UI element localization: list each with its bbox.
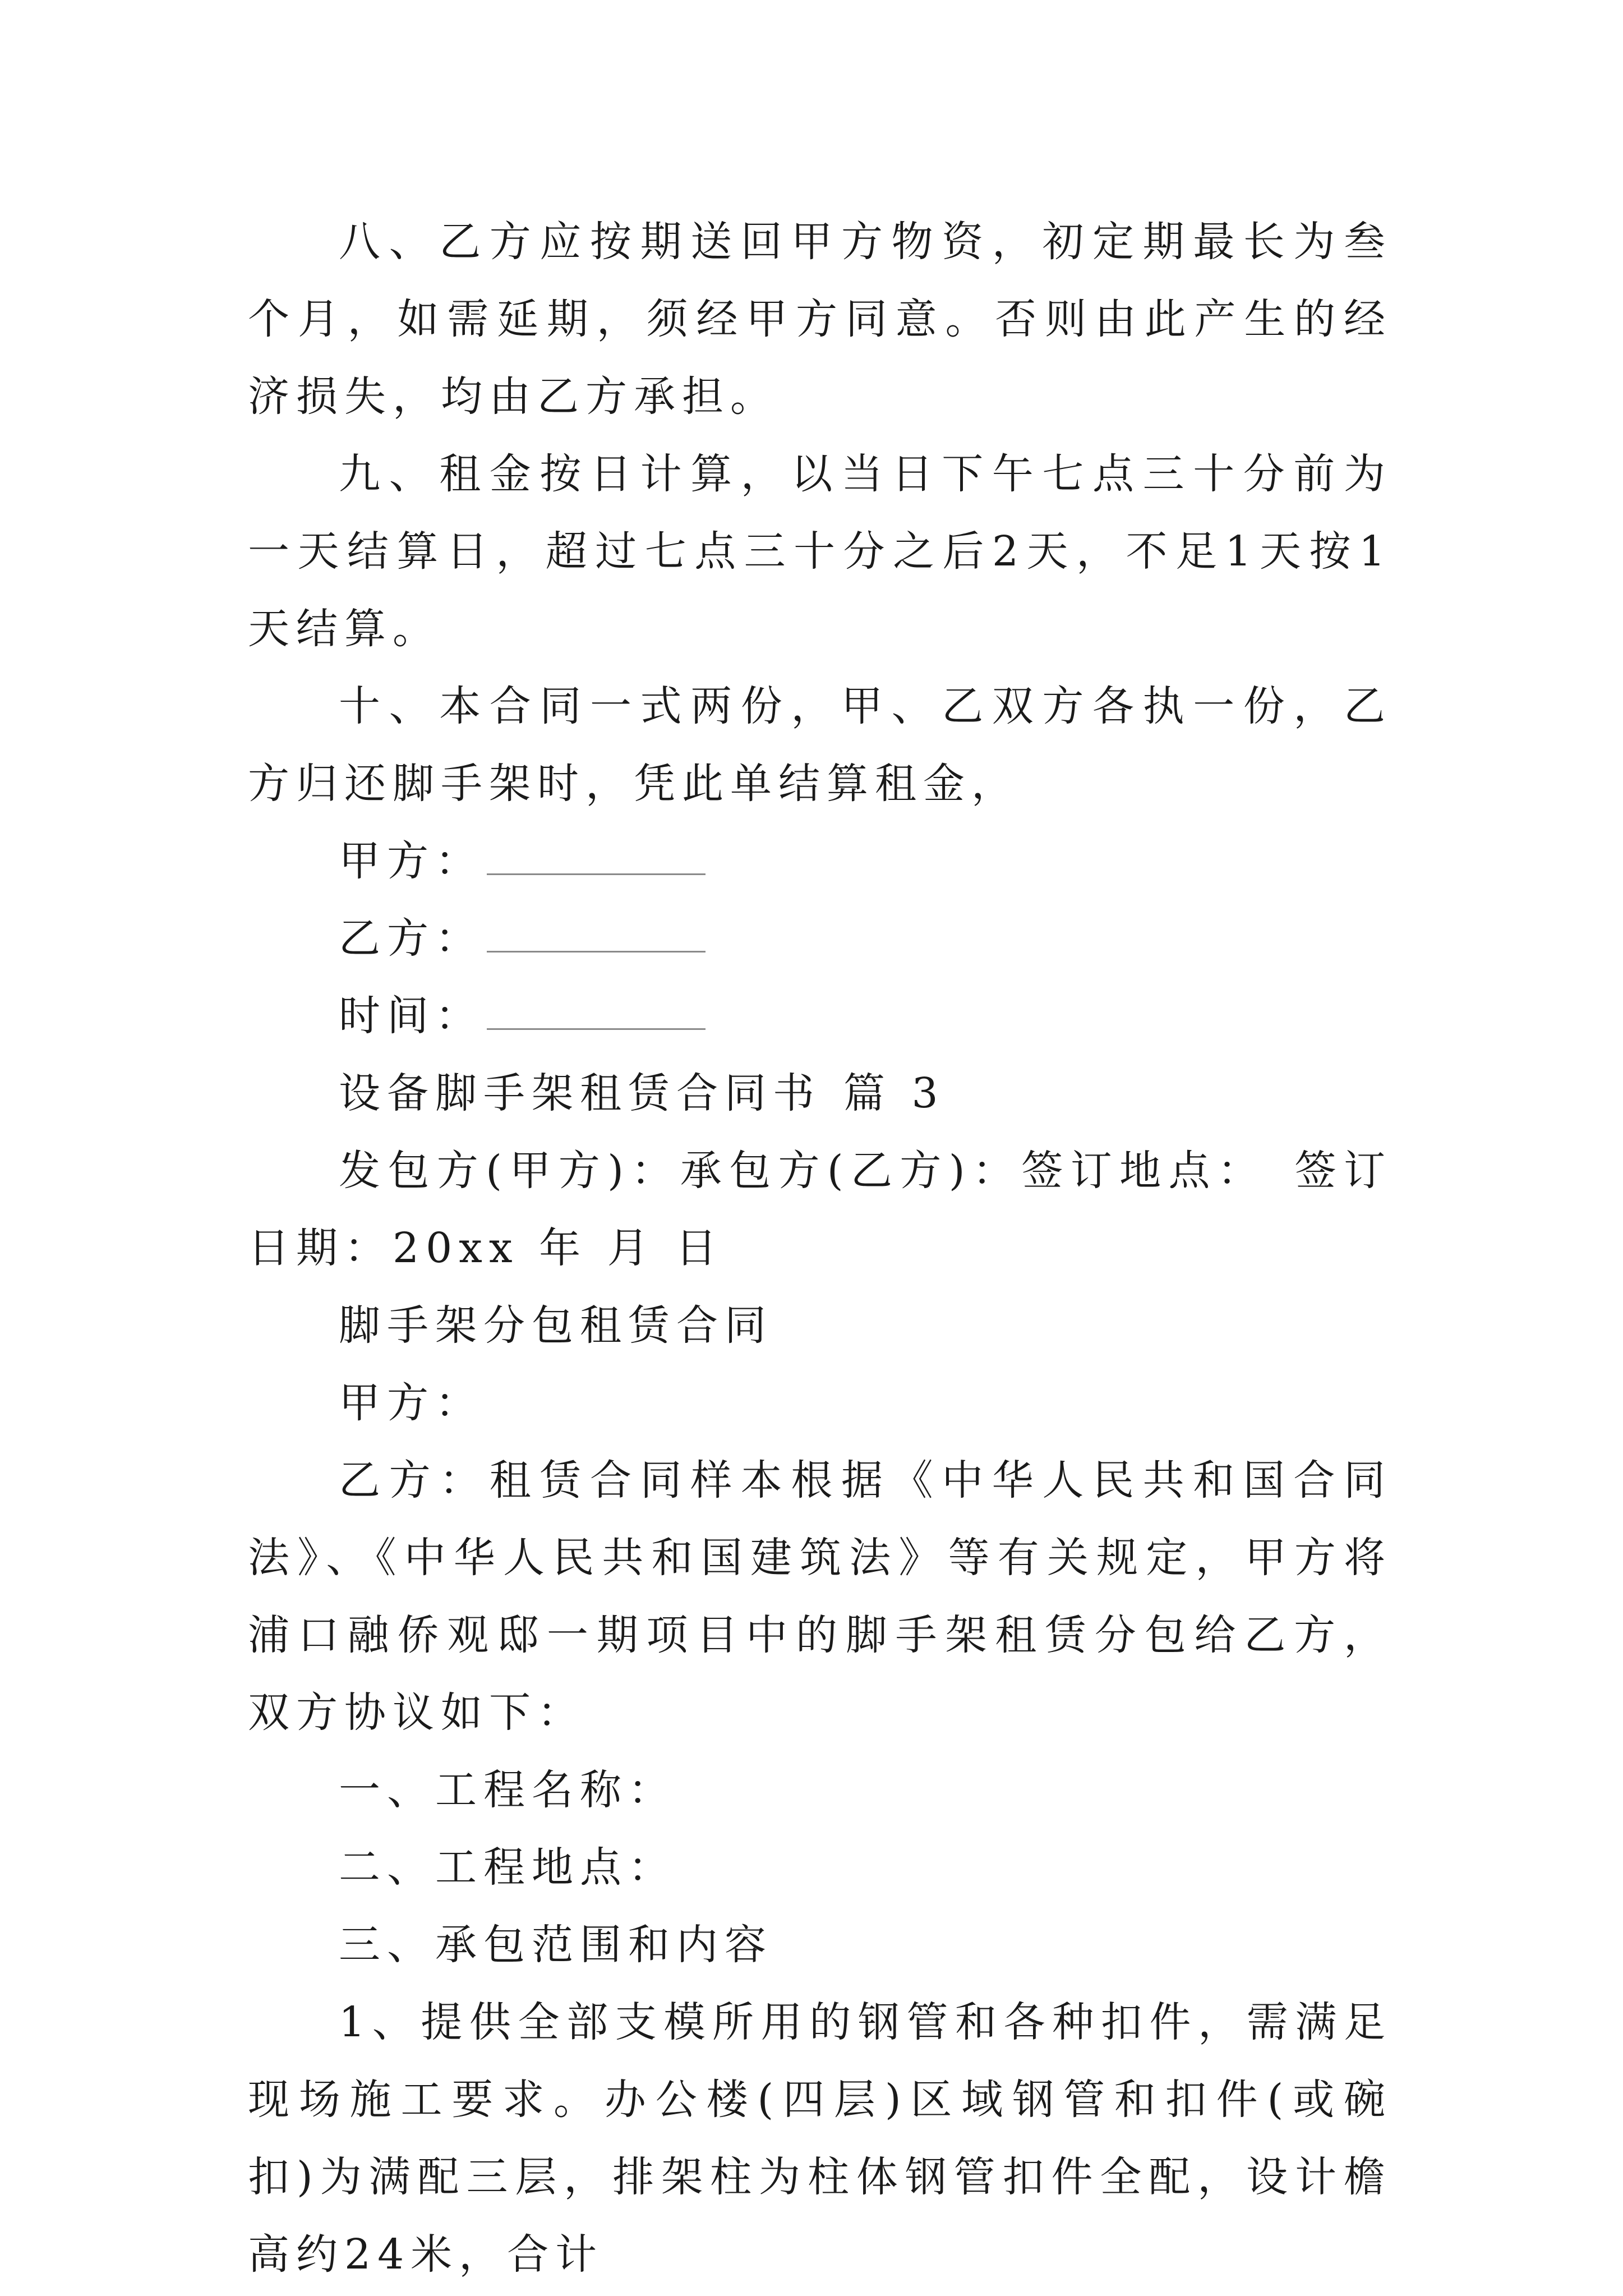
clause-8: 八、乙方应按期送回甲方物资，初定期最长为叁个月，如需延期，须经甲方同意。否则由此产生的经济损失，均由乙方承担。	[248, 218, 1392, 421]
signature-party-a	[248, 822, 1392, 900]
item-project-name: 一、工程名称：	[339, 1766, 676, 1814]
signature-party-a-blank	[487, 840, 706, 875]
document-body	[248, 203, 1392, 2293]
signature-time-label: 时间：	[339, 992, 483, 1040]
party-b-intro: 乙方：租赁合同样本根据《中华人民共和国合同法》、《中华人民共和国建筑法》等有关规定，甲方将浦口融侨观邸一期项目中的脚手架租赁分包给乙方，双方协议如下：	[248, 1456, 1392, 1737]
signature-party-a-label: 甲方：	[339, 837, 483, 885]
section-title	[248, 1055, 1392, 1132]
contract-name: 脚手架分包租赁合同	[339, 1301, 773, 1350]
clause-1: 1、提供全部支模所用的钢管和各种扣件，需满足现场施工要求。办公楼(四层)区域钢管和扣件(或碗扣)为满配三层，排架柱为柱体钢管扣件全配，设计檐高约24米，合计	[248, 1998, 1392, 2279]
signature-time	[248, 977, 1392, 1055]
clause-10: 十、本合同一式两份，甲、乙双方各执一份，乙方归还脚手架时，凭此单结算租金，	[248, 682, 1392, 808]
signature-time-blank	[487, 995, 706, 1030]
item-project-location: 二、工程地点：	[339, 1843, 676, 1892]
signature-party-b-blank	[487, 917, 706, 953]
item-scope: 三、承包范围和内容	[339, 1921, 773, 1969]
section-title-suffix: 篇 3	[843, 1069, 945, 1117]
clause-9: 九、租金按日计算，以当日下午七点三十分前为一天结算日，超过七点三十分之后2天，不足1天按1天结算。	[248, 450, 1392, 653]
signature-party-b	[248, 900, 1392, 977]
section-title-text: 设备脚手架租赁合同书	[339, 1069, 821, 1117]
party-a-line: 甲方：	[339, 1379, 483, 1427]
signature-party-b-label: 乙方：	[339, 914, 483, 963]
parties-line: 发包方(甲方)：承包方(乙方)：签订地点： 签订日期：20xx 年 月 日	[248, 1147, 1392, 1272]
